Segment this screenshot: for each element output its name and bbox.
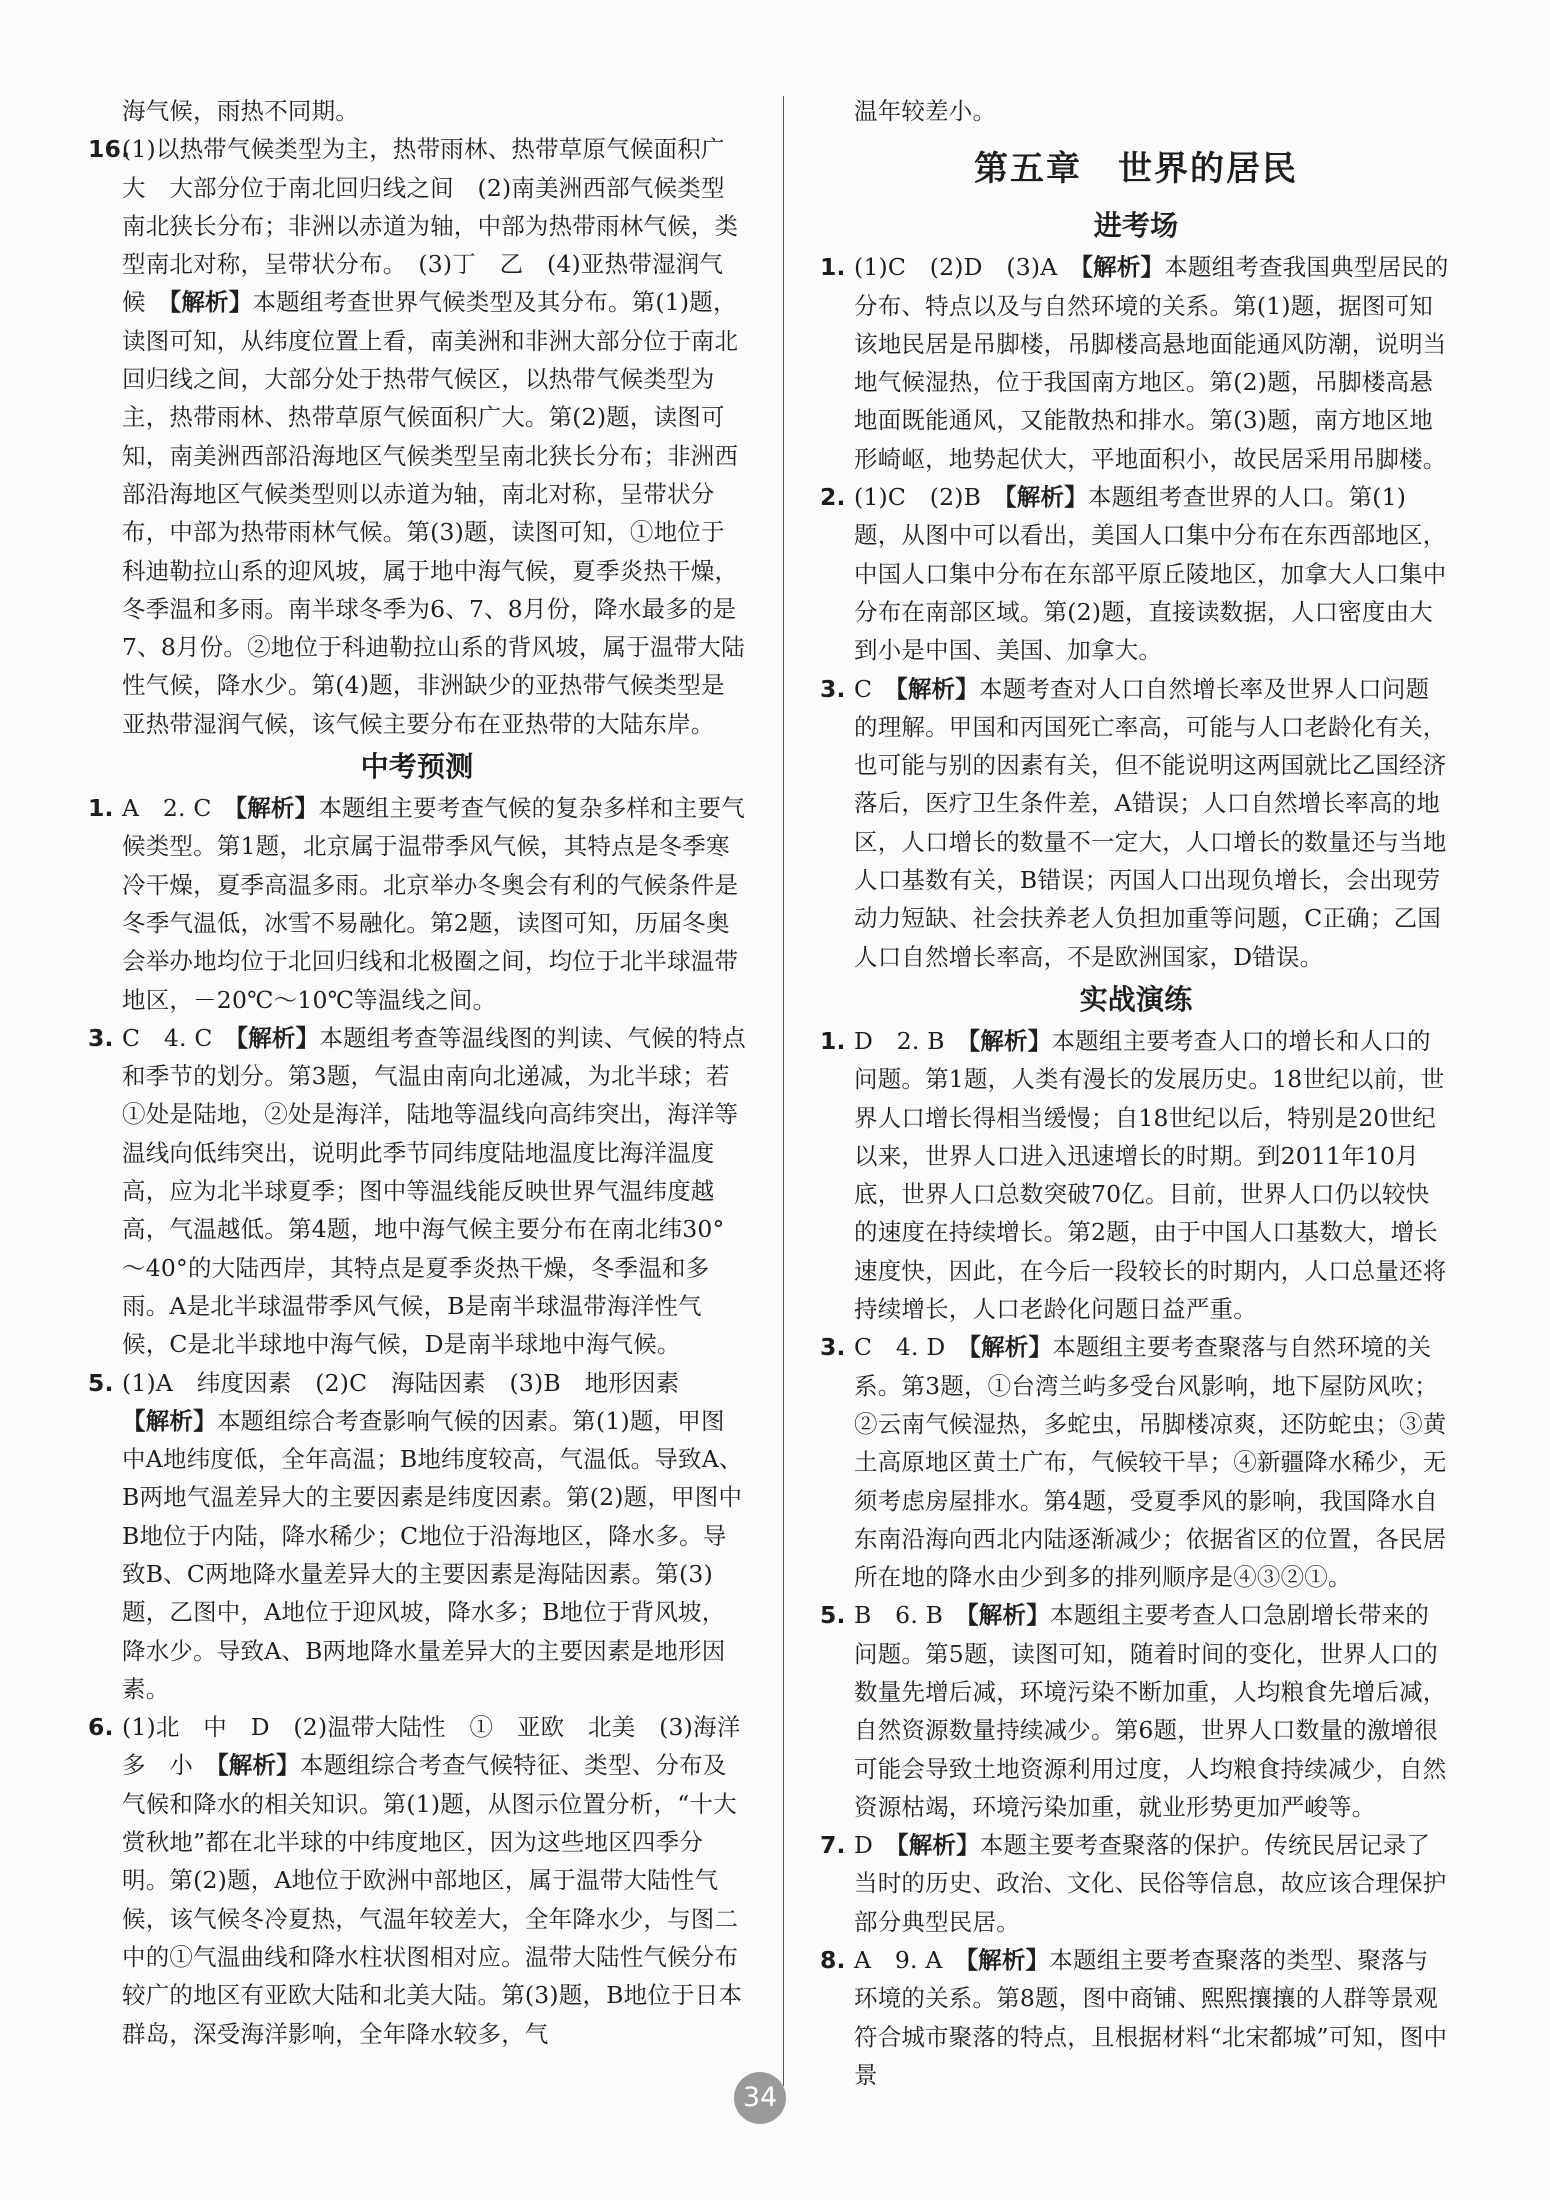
analysis-text: 本题组主要考查聚落与自然环境的关系。第3题，①台湾兰屿多受台风影响，地下屋防风吹；②云南气候湿热，多蛇虫，吊脚楼凉爽，还防蛇虫；③黄土高原地区黄土广布，气候较干旱；④新疆降水稀少，无须考虑房屋排水。第4题，受夏季风的影响，我国降水自东南沿海向西北内陆逐渐减少；依据省区的位置，各民居所在地的降水由少到多的排列顺序是④③②①。 [854,1333,1447,1592]
question-number: 1. [820,1026,846,1055]
right-column [820,92,1452,2090]
answer-text: (1)A 纬度因素 (2)C 海陆因素 (3)B 地形因素 [122,1368,680,1397]
question-number: 2. [820,483,846,512]
analysis-text: 本题组主要考查气候的复杂多样和主要气候类型。第1题，北京属于温带季风气候，其特点是冬季寒冷干燥，夏季高温多雨。北京举办冬奥会有利的气候条件是冬季气温低，冰雪不易融化。第2题，读图可知，历届冬奥会举办地均位于北回归线和北极圈之间，均位于北半球温带地区，－20℃～10℃等温线之间。 [122,794,745,1014]
analysis-label: 【解析】 [966,1946,1050,1975]
question-number: 7. [820,1831,846,1860]
answer-3-4 [88,1019,746,1364]
question-number: 5. [88,1368,114,1397]
section-title-practice: 实战演练 [1079,982,1193,1016]
analysis-label: 【解析】 [216,1751,300,1780]
answer-text: D [854,1831,897,1860]
question-number: 3. [820,674,846,703]
analysis-text: 本题组考查世界气候类型及其分布。第(1)题，读图可知，从纬度位置上看，南美洲和非洲大部分位于南北回归线之间，大部分处于热带气候区，以热带气候类型为主，热带雨林、热带草原气候面积广大。第(2)题，读图可知，南美洲西部沿海地区气候类型呈南北狭长分布；非洲西部沿海地区气候类型则以赤道为轴，南北对称，呈带状分布，中部为热带雨林气候。第(3)题，读图可知，①地位于科迪勒拉山系的迎风坡，属于地中海气候，夏季炎热干燥，冬季温和多雨。南半球冬季为6、7、8月份，降水最多的是7、8月份。②地位于科迪勒拉山系的背风坡，属于温带大陆性气候，降水少。第(4)题，非洲缺少的亚热带气候类型是亚热带湿润气候，该气候主要分布在亚热带的大陆东岸。 [122,288,745,738]
question-number: 16. [88,135,131,164]
analysis-label: 【解析】 [969,1333,1053,1362]
analysis-label: 【解析】 [122,1406,217,1435]
answer-8-9 [820,1941,1452,2094]
answer-text: A 2. C [122,794,236,823]
answer-1 [820,248,1452,478]
answer-text: (1)北 中 D (2)温带大陆性 ① 亚欧 北美 (3)海洋 多 小 [122,1713,765,1780]
answer-text: C 4. C [122,1023,237,1052]
analysis-label: 【解析】 [236,1023,320,1052]
answer-text: (1)以热带气候类型为主，热带雨林、热带草原气候面积广大 大部分位于南北回归线之间 (2)南美洲西部气候类型南北狭长分布；非洲以赤道为轴，中部为热带雨林气候，类型南北对称，呈带状分布。 (3)丁 乙 (4)亚热带湿润气候 [122,135,739,317]
chapter-title: 第五章 世界的居民 [974,149,1298,190]
question-number: 1. [820,253,846,282]
analysis-text: 本题组考查我国典型居民的分布、特点以及与自然环境的关系。第(1)题，据图可知该地民居是吊脚楼，吊脚楼高悬地面能通风防潮，说明当地气候湿热，位于我国南方地区。第(2)题，吊脚楼高悬地面既能通风，又能散热和排水。第(3)题，南方地区地形崎岖，地势起伏大，平地面积小，故民居采用吊脚楼。 [854,253,1449,473]
answer-5 [88,1364,746,1709]
analysis-label: 【解析】 [169,288,253,317]
paragraph-continued: 海气候，雨热不同期。 [122,97,359,125]
section-title-prediction: 中考预测 [360,750,474,784]
paragraph-continued: 温年较差小。 [854,97,997,125]
analysis-text: 本题组考查等温线图的判读、气候的特点和季节的划分。第3题，气温由南向北递减，为北半球；若①处是陆地，②处是海洋，陆地等温线向高纬突出，海洋等温线向低纬突出，说明此季节同纬度陆地温度比海洋温度高，应为北半球夏季；图中等温线能反映世界气温纬度越高，气温越低。第4题，地中海气候主要分布在南北纬30°～40°的大陆西岸，其特点是夏季炎热干燥，冬季温和多雨。A是北半球温带季风气候，B是南半球温带海洋性气候，C是北半球地中海气候，D是南半球地中海气候。 [122,1023,746,1359]
question-number: 8. [820,1946,846,1975]
analysis-text: 本题组考查世界的人口。第(1)题，从图中可以看出，美国人口集中分布在东西部地区，中国人口集中分布在东部平原丘陵地区，加拿大人口集中分布在南部区域。第(2)题，直接读数据，人口密度由大到小是中国、美国、加拿大。 [854,483,1447,665]
answer-6 [88,1708,765,2053]
question-number: 5. [820,1601,846,1630]
analysis-text: 本题组主要考查人口的增长和人口的问题。第1题，人类有漫长的发展历史。18世纪以前，世界人口增长得相当缓慢；自18世纪以后，特别是20世纪以来，世界人口进入迅速增长的时期。到2011年10月底，世界人口总数突破70亿。目前，世界人口仍以较快的速度在持续增长。第2题，由于中国人口基数大，增长速度快，因此，在今后一段较长的时期内，人口总量还将持续增长，人口老龄化问题日益严重。 [854,1026,1447,1324]
answer-5-6 [820,1596,1452,1826]
answer-16 [88,130,746,743]
question-number: 3. [88,1023,114,1052]
answer-text: C [854,674,896,703]
answer-3-4 [820,1328,1452,1596]
answer-text: (1)C (2)B [854,483,1005,512]
answer-3 [820,670,1452,976]
analysis-label: 【解析】 [1081,253,1165,282]
analysis-text: 本题考查对人口自然增长率及世界人口问题的理解。甲国和丙国死亡率高，可能与人口老龄化有关，也可能与别的因素有关，但不能说明这两国就比乙国经济落后，医疗卫生条件差，A错误；人口自然增长率高的地区，人口增长的数量不一定大，人口增长的数量还与当地人口基数有关，B错误；丙国人口出现负增长，会出现劳动力短缺、社会扶养老人负担加重等问题，C正确；乙国人口自然增长率高，不是欧洲国家，D错误。 [854,674,1447,971]
answer-7 [820,1826,1452,1941]
left-column [88,92,765,2090]
analysis-label: 【解析】 [966,1601,1050,1630]
analysis-label: 【解析】 [235,794,319,823]
answer-text: (1)C (2)D (3)A [854,253,1082,282]
analysis-text: 本题组主要考查聚落的类型、聚落与环境的关系。第8题，图中商铺、熙熙攘攘的人群等景观符合城市聚落的特点，且根据材料“北宋都城”可知，图中景 [854,1946,1448,2089]
analysis-label: 【解析】 [1004,483,1088,512]
answer-text: A 9. A [854,1946,967,1975]
question-number: 3. [820,1333,846,1362]
analysis-text: 本题主要考查聚落的保护。传统民居记录了当时的历史、政治、文化、民俗等信息，故应该合理保护部分典型民居。 [854,1831,1447,1936]
analysis-label: 【解析】 [895,674,979,703]
page-number-badge: 34 [734,2072,786,2124]
answer-text: D 2. B [854,1026,969,1055]
answer-1-2 [88,789,746,1019]
question-number: 1. [88,794,114,823]
analysis-label: 【解析】 [968,1026,1052,1055]
section-title-exam: 进考场 [1093,209,1179,243]
answer-2 [820,478,1452,669]
answer-text: B 6. B [854,1601,967,1630]
column-divider [783,96,784,2086]
analysis-text: 本题组主要考查人口急剧增长带来的问题。第5题，读图可知，随着时间的变化，世界人口的数量先增后减，环境污染不断加重，人均粮食先增后减，自然资源数量持续减少。第6题，世界人口数量的激增很可能会导致土地资源利用过度，人均粮食持续减少，自然资源枯竭，环境污染加重，就业形势更加严峻等。 [854,1601,1447,1821]
analysis-text: 本题组综合考查气候特征、类型、分布及气候和降水的相关知识。第(1)题，从图示位置分析，“十大赏秋地”都在北半球的中纬度地区，因为这些地区四季分明。第(2)题，A地位于欧洲中部地区，属于温带大陆性气候，该气候冬冷夏热，气温年较差大，全年降水少，与图二中的①气温曲线和降水柱状图相对应。温带大陆性气候分布较广的地区有亚欧大陆和北美大陆。第(3)题，B地位于日本群岛，深受海洋影响，全年降水较多，气 [122,1751,743,2048]
answer-1-2 [820,1022,1452,1328]
analysis-text: 本题组综合考查影响气候的因素。第(1)题，甲图中A地纬度低，全年高温；B地纬度较高，气温低。导致A、B两地气温差异大的主要因素是纬度因素。第(2)题，甲图中B地位于内陆，降水稀少；C地位于沿海地区，降水多。导致B、C两地降水量差异大的主要因素是海陆因素。第(3)题，乙图中，A地位于迎风坡，降水多；B地位于背风坡，降水少。导致A、B两地降水量差异大的主要因素是地形因素。 [122,1406,743,1703]
question-number: 6. [88,1713,114,1742]
answer-text: C 4. D [854,1333,970,1362]
analysis-label: 【解析】 [896,1831,980,1860]
